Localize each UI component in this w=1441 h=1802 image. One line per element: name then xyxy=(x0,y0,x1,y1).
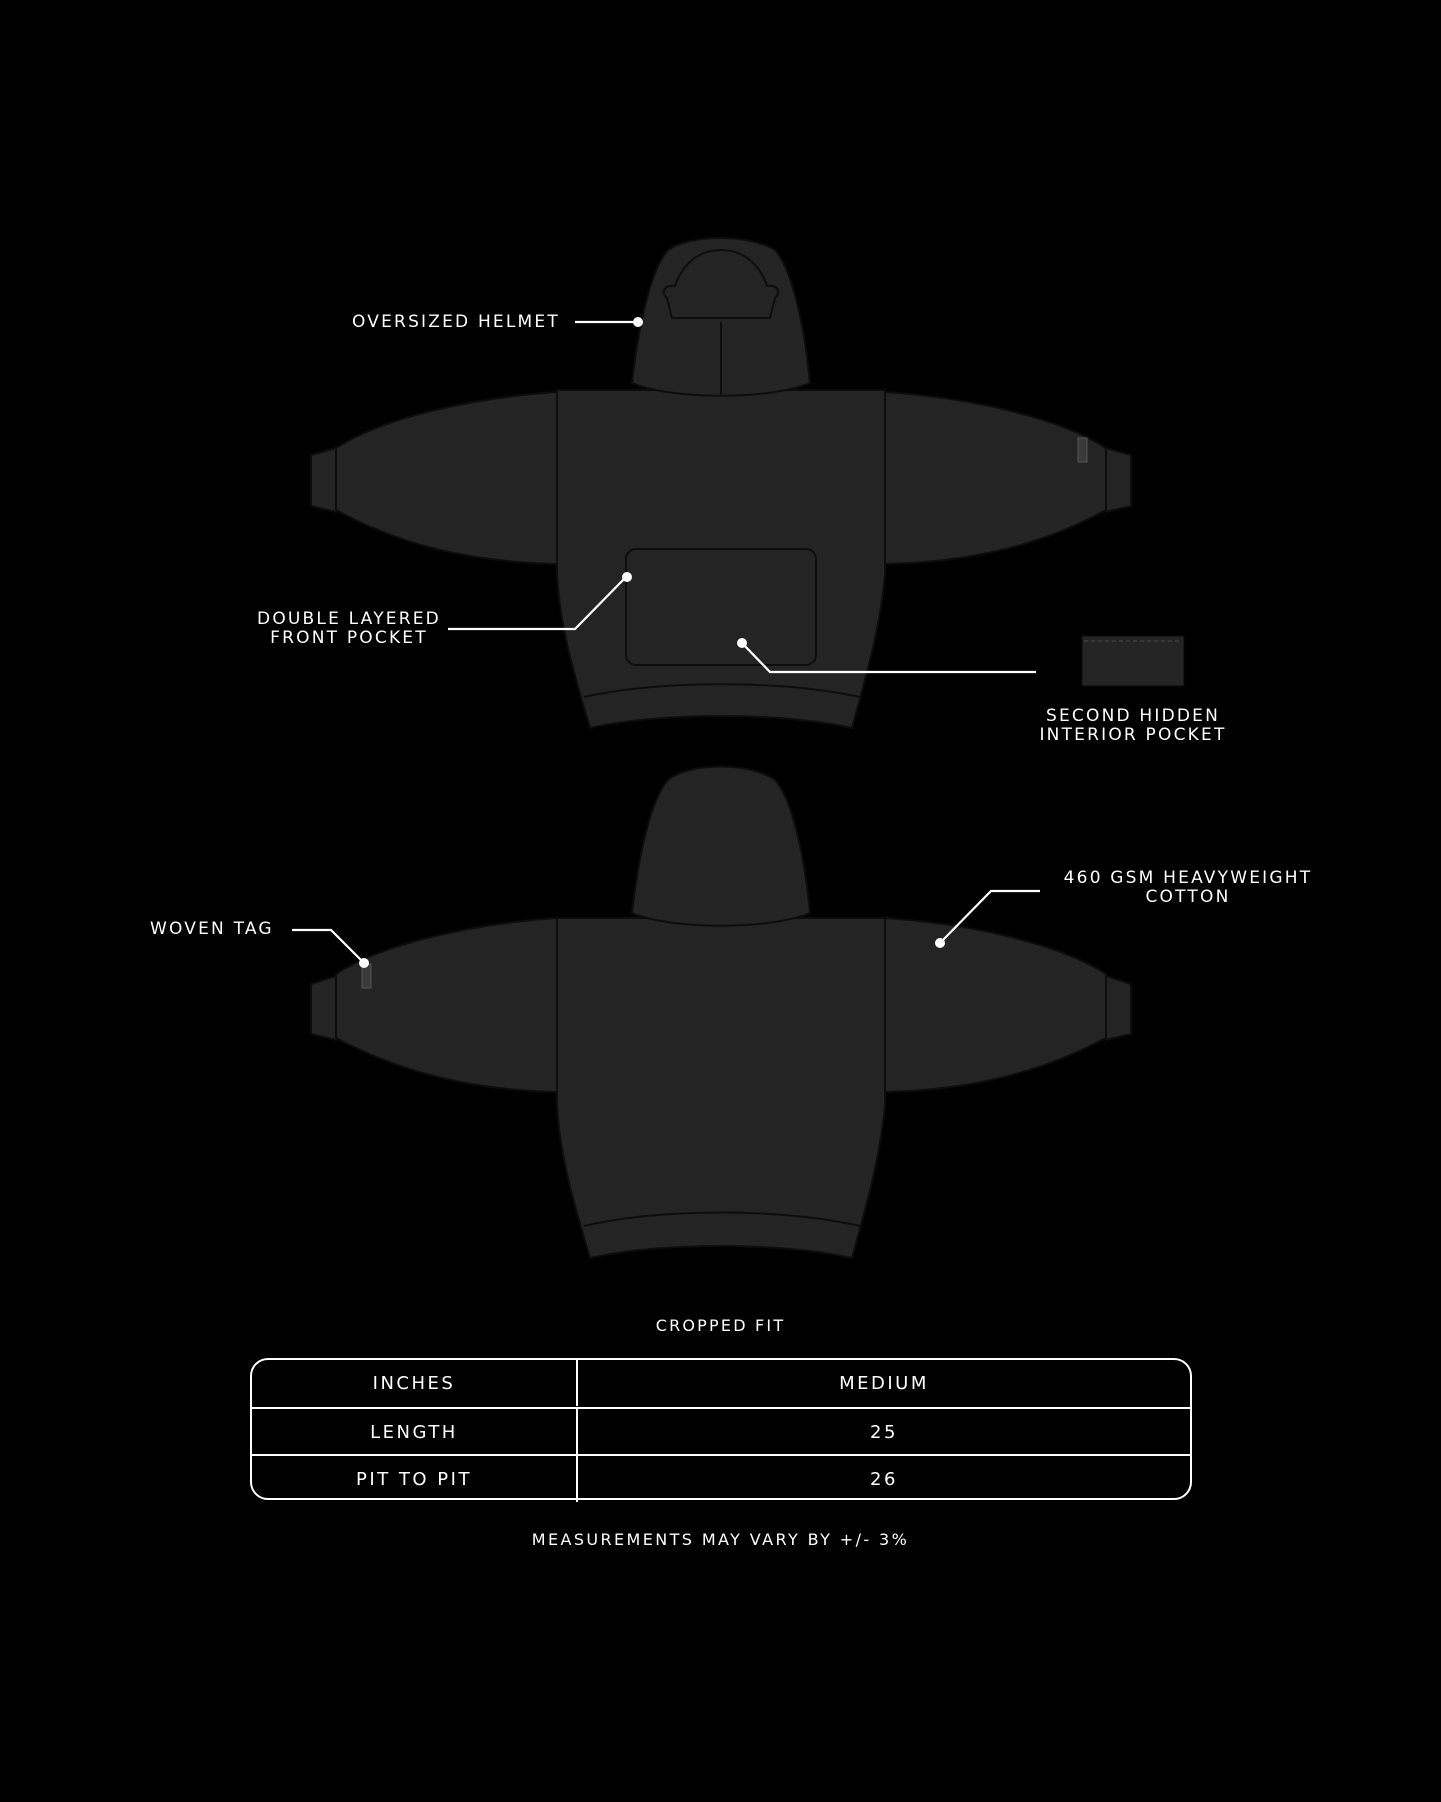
helmet-label-text: OVERSIZED HELMET xyxy=(352,312,560,332)
back-right-cuff xyxy=(1106,976,1131,1040)
cotton-dot xyxy=(935,938,945,948)
back-right-sleeve xyxy=(885,918,1106,1092)
cotton-label-line2: COTTON xyxy=(1145,887,1231,907)
size-table-header-row xyxy=(252,1360,1190,1406)
header-cell-size: MEDIUM xyxy=(839,1372,929,1394)
size-table-row xyxy=(252,1407,1190,1455)
row-label-pit-to-pit: PIT TO PIT xyxy=(252,1456,578,1502)
helmet-label xyxy=(352,313,560,332)
front-pocket-label xyxy=(254,610,444,648)
back-left-cuff xyxy=(311,976,336,1040)
cotton-label xyxy=(1050,869,1326,907)
back-left-sleeve xyxy=(336,918,557,1092)
front-left-cuff xyxy=(311,448,336,512)
front-right-sleeve xyxy=(885,392,1106,564)
hidden-pocket-label xyxy=(1030,707,1236,745)
hidden-pocket-swatch xyxy=(1082,636,1184,686)
back-body xyxy=(557,918,885,1258)
hidden-pocket-label-line2: INTERIOR POCKET xyxy=(1039,725,1227,745)
woven-tag-leader-line xyxy=(292,930,364,963)
front-pocket xyxy=(626,549,816,665)
hoodie-back-view xyxy=(311,767,1131,1259)
front-pocket-dot xyxy=(622,572,632,582)
helmet-dot xyxy=(633,317,643,327)
woven-tag-label xyxy=(150,920,274,939)
front-pocket-label-line1: DOUBLE LAYERED xyxy=(257,609,441,629)
row-value-length: 25 xyxy=(870,1421,898,1443)
fit-title: CROPPED FIT xyxy=(655,1316,786,1335)
header-cell-units: INCHES xyxy=(252,1360,578,1406)
front-right-cuff xyxy=(1106,448,1131,512)
hidden-pocket-label-line1: SECOND HIDDEN xyxy=(1045,706,1221,726)
front-left-sleeve xyxy=(336,392,557,564)
woven-tag-dot xyxy=(359,958,369,968)
measurement-note: MEASUREMENTS MAY VARY BY +/- 3% xyxy=(531,1530,910,1549)
row-label-length: LENGTH xyxy=(252,1409,578,1455)
front-pocket-label-line2: FRONT POCKET xyxy=(270,628,428,648)
size-table xyxy=(250,1358,1192,1500)
front-sleeve-tag xyxy=(1078,438,1087,462)
row-value-pit-to-pit: 26 xyxy=(870,1468,898,1490)
woven-tag-label-text: WOVEN TAG xyxy=(150,919,274,939)
size-table-row xyxy=(252,1454,1190,1502)
cotton-label-line1: 460 GSM HEAVYWEIGHT xyxy=(1063,868,1313,888)
back-hood xyxy=(632,767,810,926)
hidden-pocket-dot xyxy=(737,638,747,648)
